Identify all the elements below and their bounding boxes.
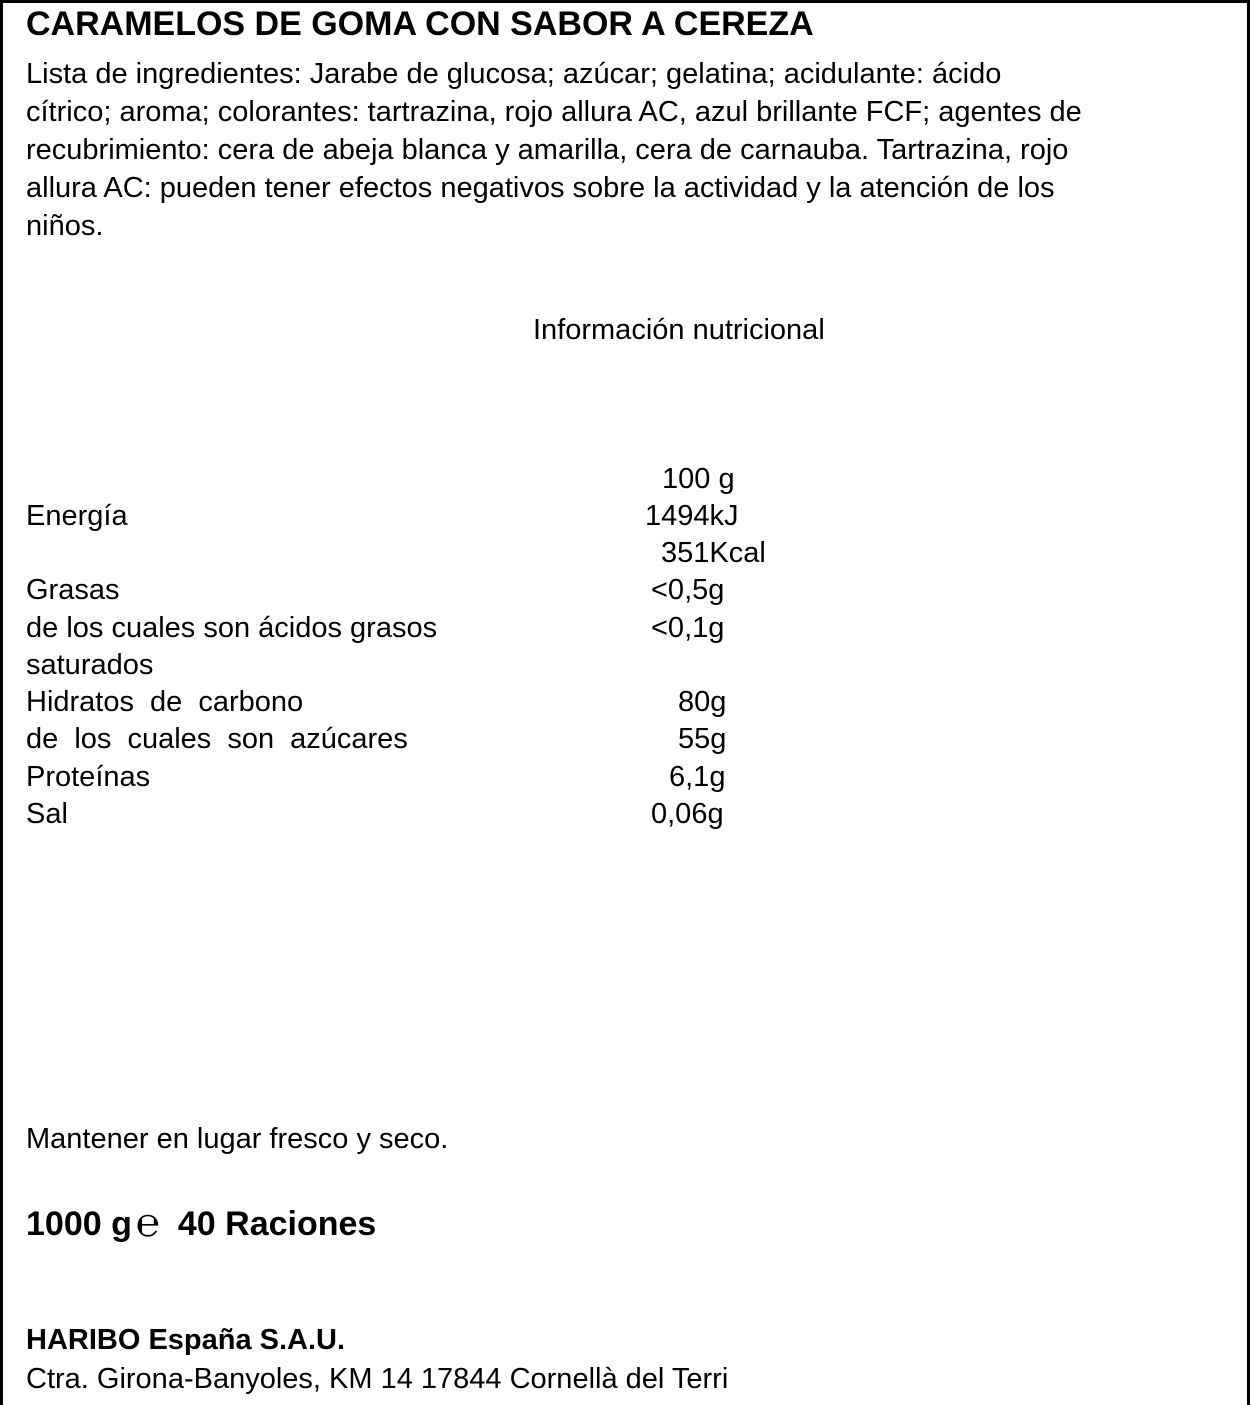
ingredients-list [26, 55, 1226, 245]
product-title: CARAMELOS DE GOMA CON SABOR A CEREZA [26, 5, 814, 43]
energy-kcal-value: 351Kcal [661, 537, 766, 569]
nutrient-label: Grasas [26, 574, 120, 606]
nutrition-row [0, 647, 1250, 684]
nutrition-row [0, 759, 1250, 796]
servings-count: 40 Raciones [177, 1205, 377, 1243]
nutrient-label: saturados [26, 649, 154, 681]
nutrient-label: Proteínas [26, 761, 151, 793]
nutrient-label: Hidratos de carbono [26, 686, 304, 718]
nutrition-row-energy [0, 498, 1250, 535]
nutrition-row-energy-kcal [0, 535, 1250, 572]
nutrient-label: Sal [26, 798, 68, 830]
nutrition-row [0, 721, 1250, 758]
nutrient-label: de los cuales son azúcares [26, 723, 408, 755]
per-100g-label: 100 g [662, 463, 735, 495]
company-name: HARIBO España S.A.U. [26, 1324, 346, 1356]
ingredients-line: Lista de ingredientes: Jarabe de glucosa; azúcar; gelatina; acidulante: ácido [26, 58, 1002, 90]
energy-kj-value: 1494kJ [645, 500, 739, 532]
nutrient-value: 0,06g [651, 798, 724, 830]
nutrient-value: 55g [678, 723, 727, 755]
nutrition-row [0, 572, 1250, 609]
net-weight: 1000 g [26, 1205, 132, 1243]
storage-instructions: Mantener en lugar fresco y seco. [26, 1123, 449, 1155]
ingredients-line: niños. [26, 210, 104, 242]
nutrition-per-row [0, 461, 1250, 498]
net-quantity [26, 1200, 376, 1246]
nutrient-value: <0,5g [651, 574, 725, 606]
nutrition-row [0, 610, 1250, 647]
energy-label: Energía [26, 500, 128, 532]
nutrient-label: de los cuales son ácidos grasos [26, 612, 438, 644]
estimated-sign-icon: ℮ [135, 1201, 160, 1245]
nutrition-row [0, 684, 1250, 721]
nutrition-heading: Información nutricional [533, 314, 825, 346]
ingredients-line: cítrico; aroma; colorantes: tartrazina, rojo allura AC, azul brillante FCF; agentes de [26, 96, 1082, 128]
ingredients-line: recubrimiento: cera de abeja blanca y amarilla, cera de carnauba. Tartrazina, rojo [26, 134, 1069, 166]
nutrient-value: 6,1g [669, 761, 726, 793]
nutrient-value: 80g [678, 686, 727, 718]
ingredients-line: allura AC: pueden tener efectos negativos sobre la actividad y la atención de los [26, 172, 1055, 204]
company-address: Ctra. Girona-Banyoles, KM 14 17844 Cornellà del Terri [26, 1363, 729, 1395]
nutrient-value: <0,1g [651, 612, 725, 644]
nutrition-row [0, 796, 1250, 833]
